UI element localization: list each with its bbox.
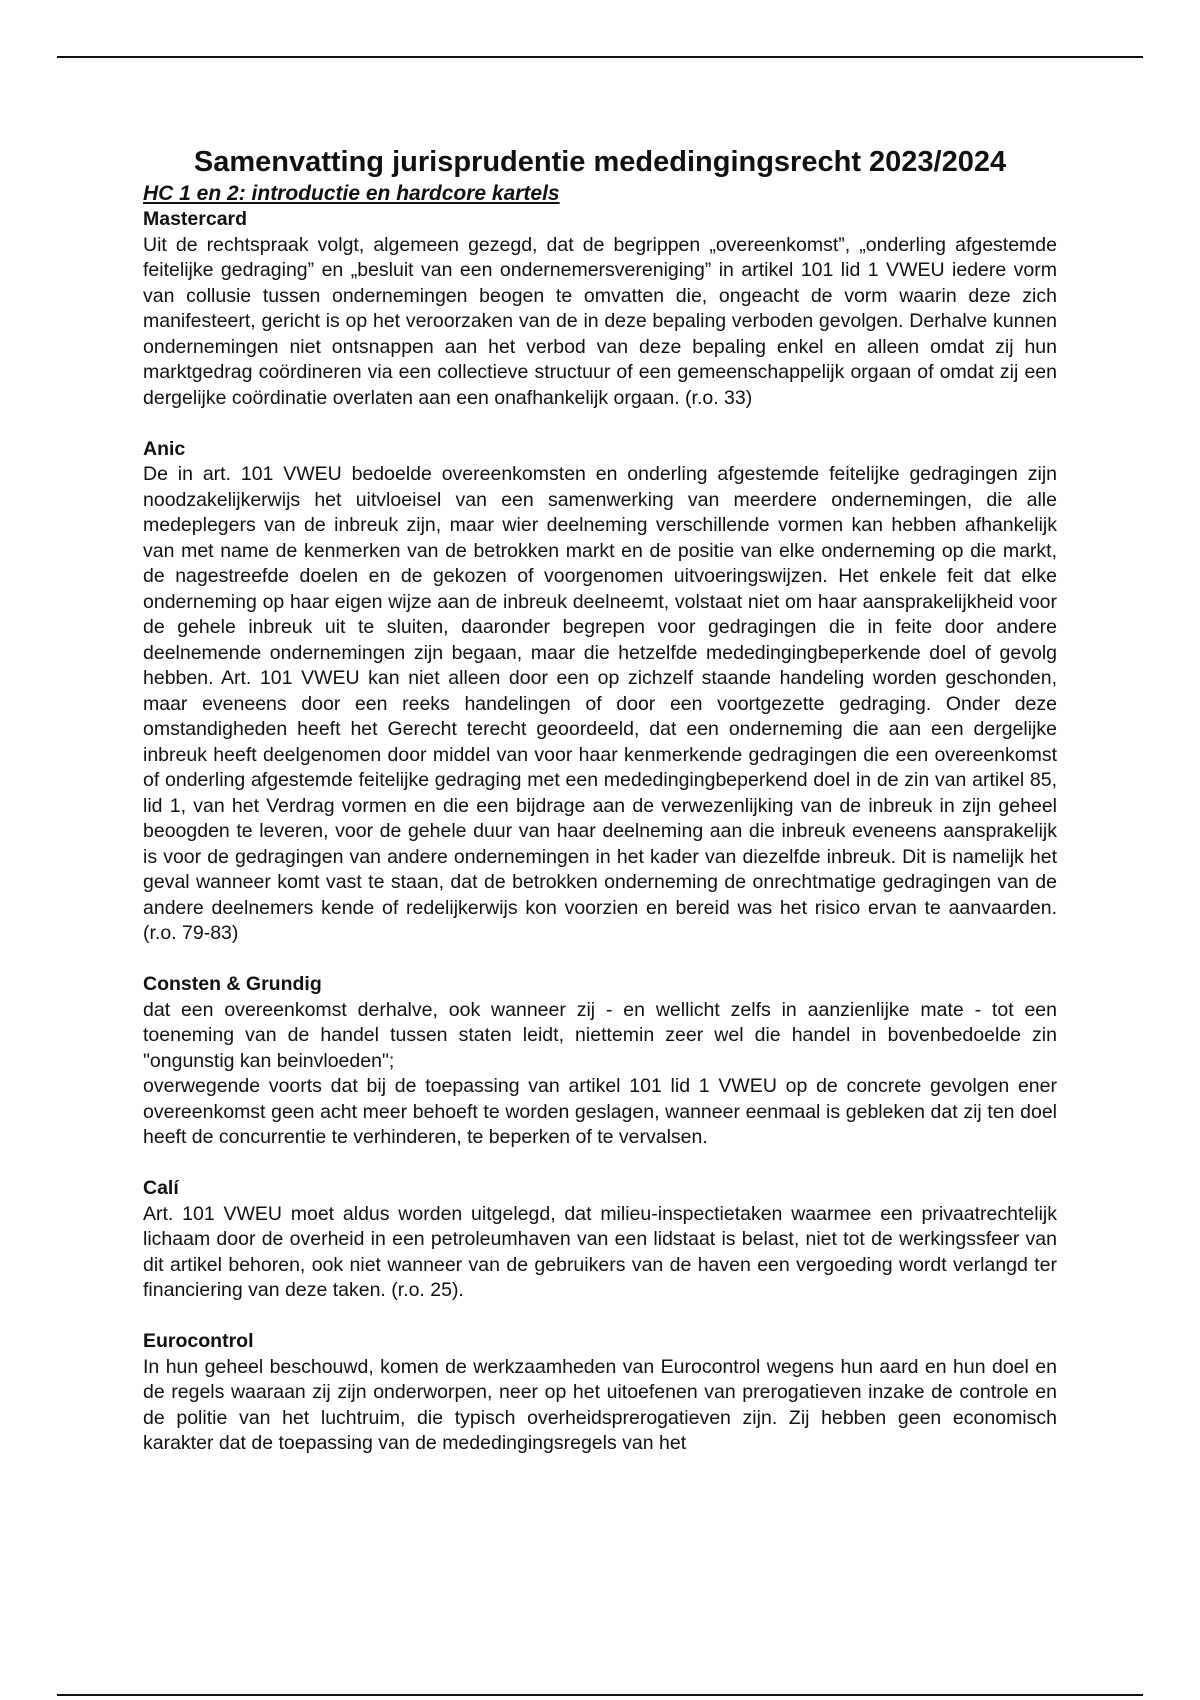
spacer xyxy=(143,1304,1057,1330)
spacer xyxy=(143,947,1057,973)
document-body xyxy=(143,143,1057,1457)
case-paragraph: overwegende voorts dat bij de toepassing van artikel 101 lid 1 VWEU op de concrete gevolgen ener overeenkomst geen acht meer behoeft te worden geslagen, wanneer eenmaal is gebleken dat zij ten doel heeft de concurrentie te verhinderen, te beperken of te vervalsen. xyxy=(143,1075,1057,1148)
case-title: Mastercard xyxy=(143,208,248,230)
spacer xyxy=(143,411,1057,437)
case-eurocontrol xyxy=(143,1329,1057,1457)
case-anic xyxy=(143,437,1057,947)
spacer xyxy=(143,1151,1057,1177)
case-consten-grundig xyxy=(143,972,1057,1151)
case-title: Calí xyxy=(143,1177,179,1199)
section-heading: HC 1 en 2: introductie en hardcore kartels xyxy=(143,182,560,205)
header-rule xyxy=(57,56,1143,58)
case-cali xyxy=(143,1176,1057,1304)
case-paragraph: In hun geheel beschouwd, komen de werkzaamheden van Eurocontrol wegens hun aard en hun doel en de regels waaraan zij zijn onderworpen, neer op het uitoefenen van prerogatieven inzake de controle en de politie van het luchtruim, die typisch overheidsprerogatieven zijn. Zij hebben geen economisch karakter dat de toepassing van de mededingingsregels van het xyxy=(143,1355,1057,1454)
case-title: Anic xyxy=(143,437,186,460)
case-paragraph: dat een overeenkomst derhalve, ook wanneer zij - en wellicht zelfs in aanzienlijke mate - tot een toeneming van de handel tussen staten leidt, niettemin zeer wel die handel in bovenbedoelde zin "ongunstig kan beinvloeden"; xyxy=(143,998,1057,1072)
case-title: Consten & Grundig xyxy=(143,973,322,995)
case-paragraph: De in art. 101 VWEU bedoelde overeenkomsten en onderling afgestemde feitelijke gedragingen zijn noodzakelijkerwijs het uitvloeisel van een samenwerking van meerdere ondernemingen, die alle medeplegers van de inbreuk zijn, maar wier deelneming verschillende vormen kan hebben afhankelijk van met name de kenmerken van de betrokken markt en de positie van elke onderneming op die markt, de nagestreefde doelen en de gekozen of voorgenomen uitvoeringswijzen. Het enkele feit dat elke onderneming op haar eigen wijze aan de inbreuk deelneemt, volstaat niet om haar aansprakelijkheid voor de gehele inbreuk uit te sluiten, daaronder begrepen voor gedragingen die in feite door andere deelnemende ondernemingen zijn begaan, maar die hetzelfde mededingingbeperkende doel of gevolg hebben. Art. 101 VWEU kan niet alleen door een op zichzelf staande handeling worden geschonden, maar eveneens door een reeks handelingen of door een voortgezette gedraging. Onder deze omstandigheden heeft het Gerecht terecht geoordeeld, dat een onderneming die aan een dergelijke inbreuk heeft deelgenomen door middel van voor haar kenmerkende gedragingen die een overeenkomst of onderling afgestemde feitelijke gedraging met een mededingingbeperkend doel in de zin van artikel 85, lid 1, van het Verdrag vormen en die een bijdrage aan de verwezenlijking van de inbreuk in zijn geheel beoogden te leveren, voor de gehele duur van haar deelneming aan die inbreuk eveneens aansprakelijk is voor de gedragingen van andere ondernemingen in het kader van diezelfde inbreuk. Dit is namelijk het geval wanneer komt vast te staan, dat de betrokken onderneming de onrechtmatige gedragingen van de andere deelnemers kende of redelijkerwijs kon voorzien en bereid was het risico ervan te aanvaarden. (r.o. 79-83) xyxy=(143,463,1057,944)
document-title: Samenvatting jurisprudentie mededingingsrecht 2023/2024 xyxy=(193,146,1007,178)
footer-rule xyxy=(57,1694,1143,1696)
case-paragraph: Art. 101 VWEU moet aldus worden uitgelegd, dat milieu-inspectietaken waarmee een privaatrechtelijk lichaam door de overheid in een petroleumhaven van een lidstaat is belast, niet tot de werkingssfeer van dit artikel behoren, ook niet wanneer van de gebruikers van de haven een vergoeding wordt verlangd ter financiering van deze taken. (r.o. 25). xyxy=(143,1202,1057,1301)
case-paragraph: Uit de rechtspraak volgt, algemeen gezegd, dat de begrippen „overeenkomst”, „onderling afgestemde feitelijke gedraging” en „besluit van een ondernemersvereniging” in artikel 101 lid 1 VWEU iedere vorm van collusie tussen ondernemingen beogen te omvatten die, ongeacht de vorm waarin deze zich manifesteert, gericht is op het veroorzaken van de in deze bepaling verboden gevolgen. Derhalve kunnen ondernemingen niet ontsnappen aan het verbod van deze bepaling enkel en alleen omdat zij hun marktgedrag coördineren via een collectieve structuur of een gemeenschappelijk orgaan of omdat zij een dergelijke coördinatie overlaten aan een onafhankelijk orgaan. (r.o. 33) xyxy=(143,233,1057,409)
case-mastercard xyxy=(143,207,1057,411)
case-title: Eurocontrol xyxy=(143,1330,254,1352)
